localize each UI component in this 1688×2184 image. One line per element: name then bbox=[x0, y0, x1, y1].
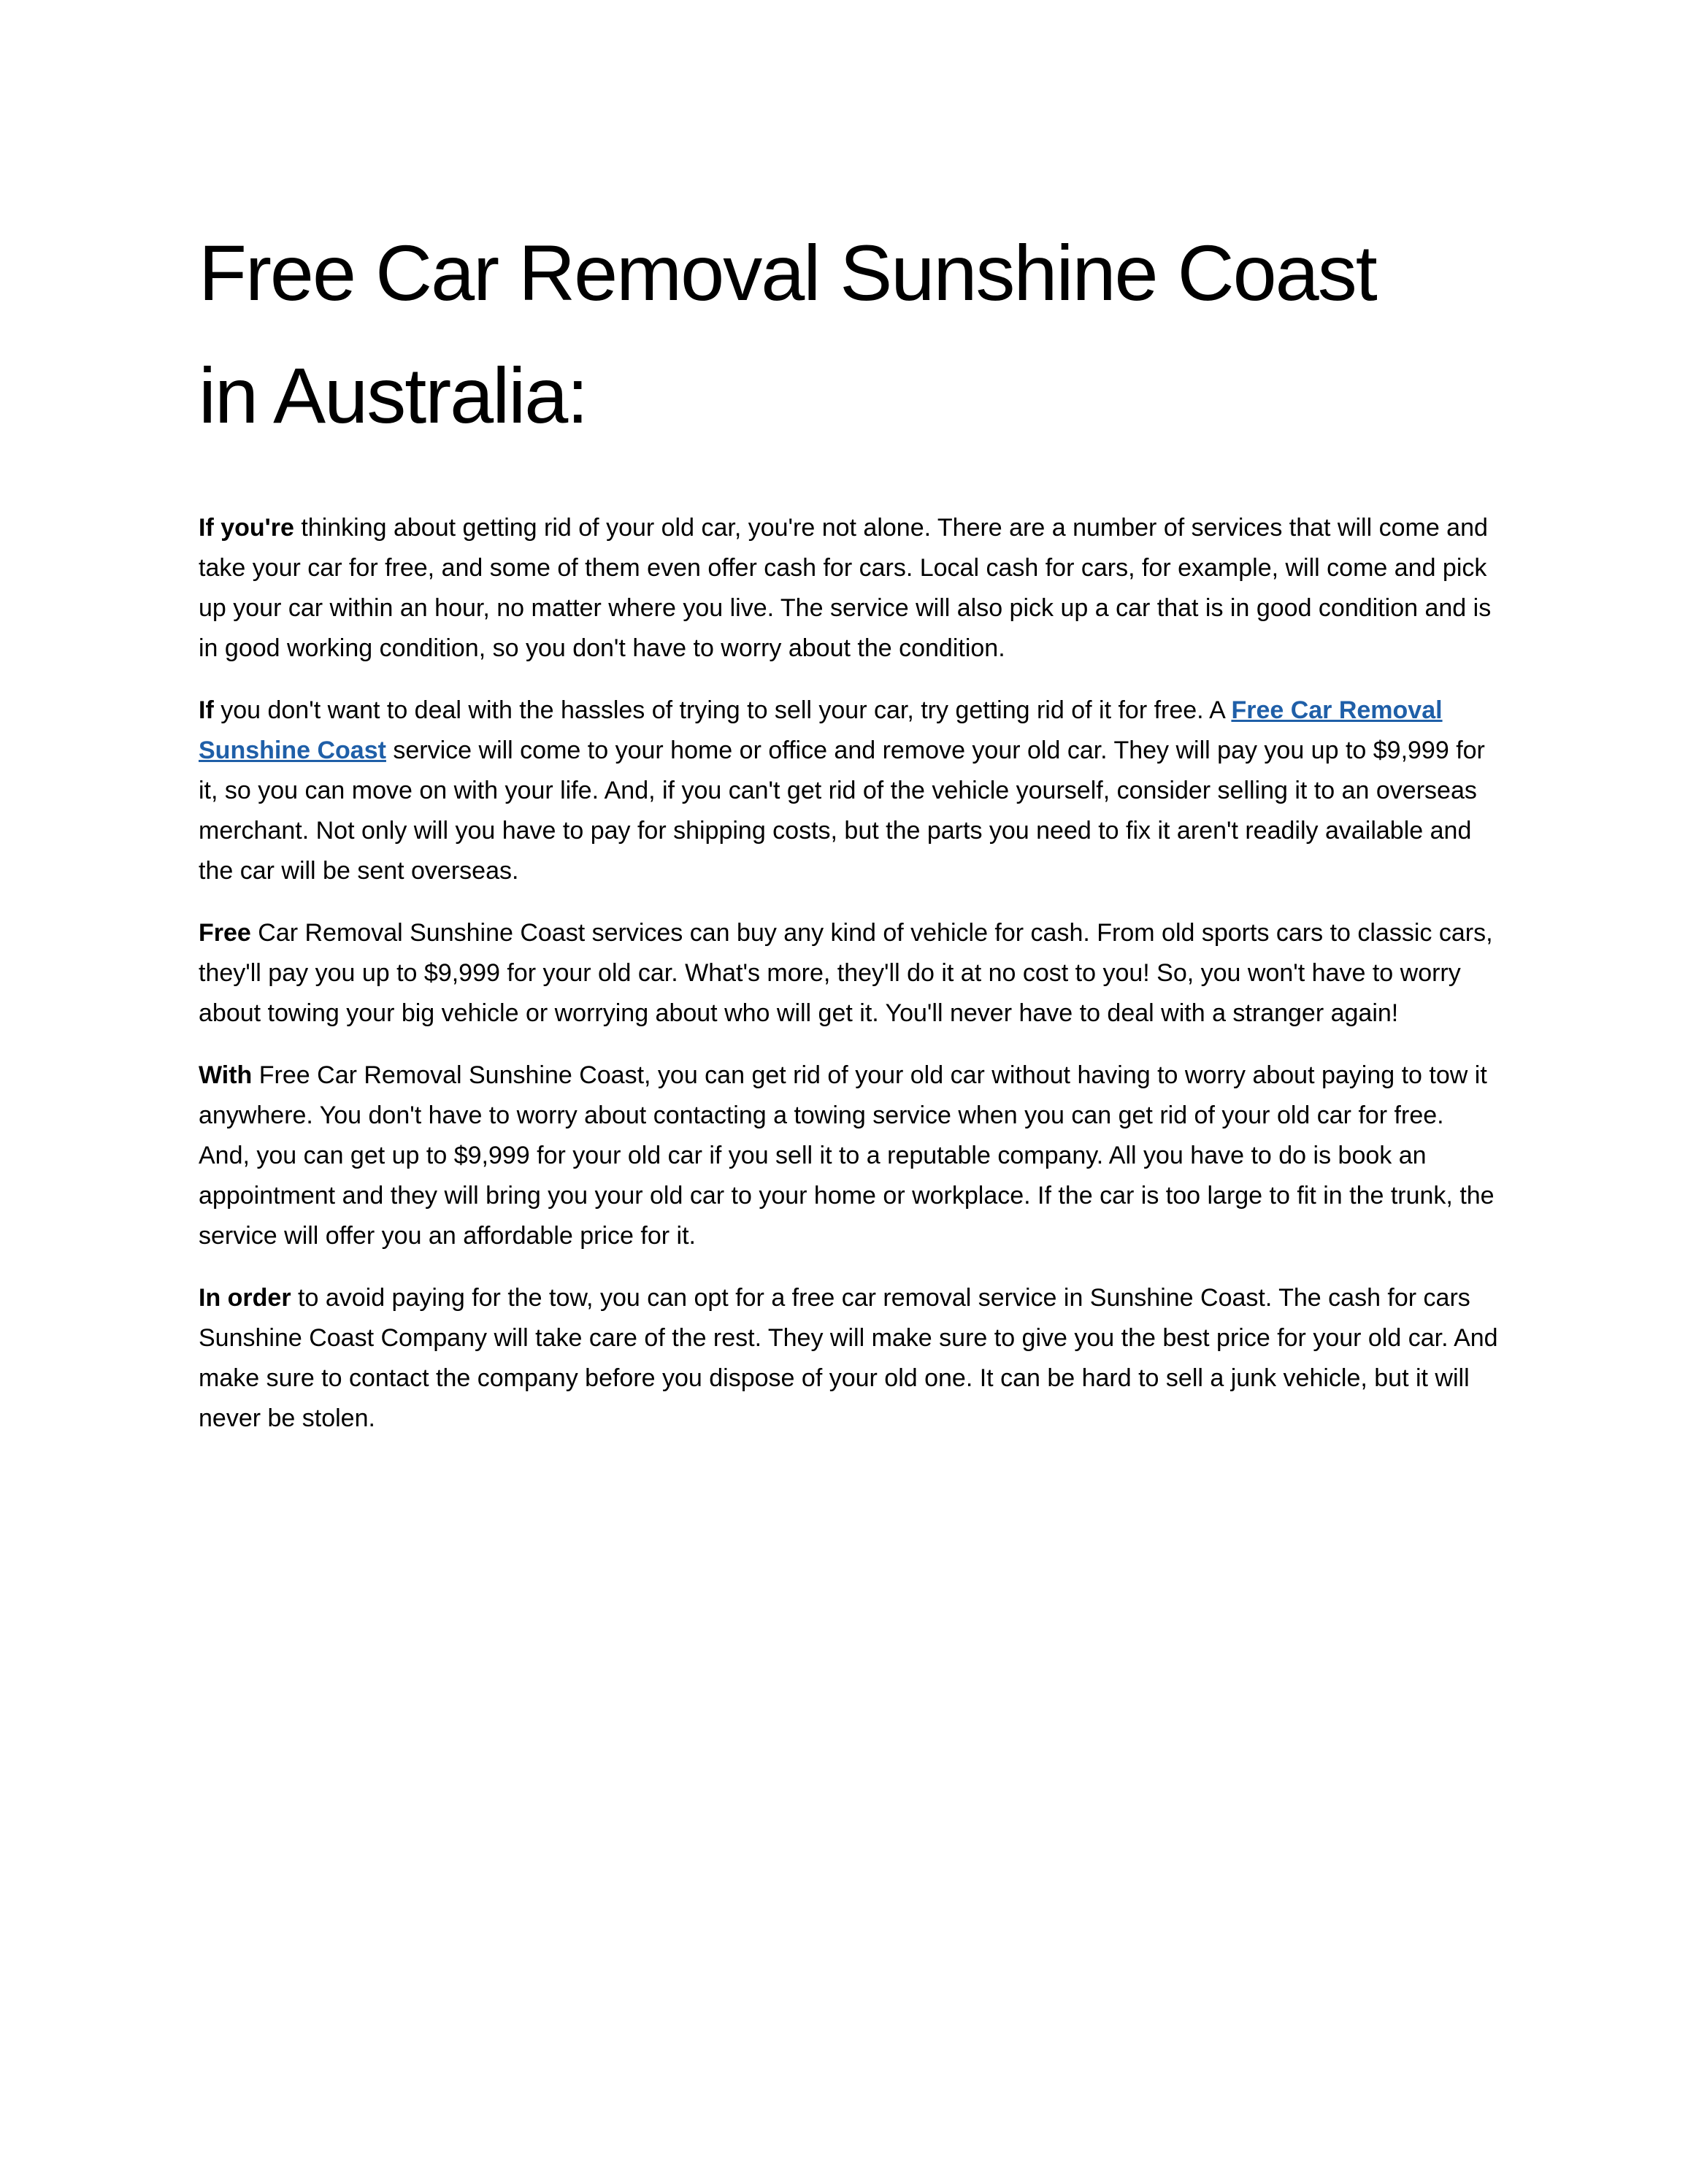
title-line-2: in Australia: bbox=[199, 351, 588, 439]
paragraph-4-text: Free Car Removal Sunshine Coast, you can get rid of your old car without having to worry about paying to tow it anywhere. You don't have to worry about contacting a towing service when you can get rid of your old car for free. And, you can get up to $9,999 for your old car if you sell it to a reputable company. All you have to do is book an appointment and they will bring you your old car to your home or workplace. If the car is too large to fit in the trunk, the service will offer you an affordable price for it. bbox=[199, 1061, 1495, 1250]
paragraph-2 bbox=[199, 691, 1498, 891]
document-body bbox=[199, 212, 1498, 1461]
paragraph-2-lead: If bbox=[199, 696, 214, 724]
page-title bbox=[199, 212, 1498, 457]
paragraph-3 bbox=[199, 913, 1498, 1034]
paragraph-4 bbox=[199, 1056, 1498, 1256]
paragraph-2-text-before: you don't want to deal with the hassles of trying to sell your car, try getting rid of it for free. A bbox=[213, 696, 1232, 724]
paragraph-5 bbox=[199, 1278, 1498, 1439]
paragraph-1-lead: If you're bbox=[199, 514, 294, 542]
paragraph-5-text: to avoid paying for the tow, you can opt for a free car removal service in Sunshine Coast. The cash for cars Sunshine Coast Company will take care of the rest. They will make sure to give you the best price for your old car. And make sure to contact the company before you dispose of your old one. It can be hard to sell a junk vehicle, but it will never be stolen. bbox=[199, 1284, 1498, 1432]
paragraph-5-lead: In order bbox=[199, 1284, 291, 1312]
paragraph-3-text: Car Removal Sunshine Coast services can buy any kind of vehicle for cash. From old sports cars to classic cars, they'll pay you up to $9,999 for your old car. What's more, they'll do it at no cost to you! So, you won't have to worry about towing your big vehicle or worrying about who will get it. You'll never have to deal with a stranger again! bbox=[199, 919, 1493, 1027]
paragraph-4-lead: With bbox=[199, 1061, 253, 1089]
free-car-removal-link[interactable]: Free Car Removal Sunshine Coast bbox=[199, 696, 1443, 764]
title-line-1: Free Car Removal Sunshine Coast bbox=[199, 228, 1376, 317]
paragraph-1-text: thinking about getting rid of your old car, you're not alone. There are a number of services that will come and take your car for free, and some of them even offer cash for cars. Local cash for cars, for example, will come and pick up your car within an hour, no matter where you live. The service will also pick up a car that is in good condition and is in good working condition, so you don't have to worry about the condition. bbox=[199, 514, 1492, 662]
paragraph-3-lead: Free bbox=[199, 919, 251, 947]
paragraph-2-text-after: service will come to your home or office and remove your old car. They will pay you up to $9,999 for it, so you can move on with your life. And, if you can't get rid of the vehicle yourself, consider selling it to an overseas merchant. Not only will you have to pay for shipping costs, but the parts you need to fix it aren't readily available and the car will be sent overseas. bbox=[199, 737, 1485, 885]
paragraph-1 bbox=[199, 508, 1498, 669]
